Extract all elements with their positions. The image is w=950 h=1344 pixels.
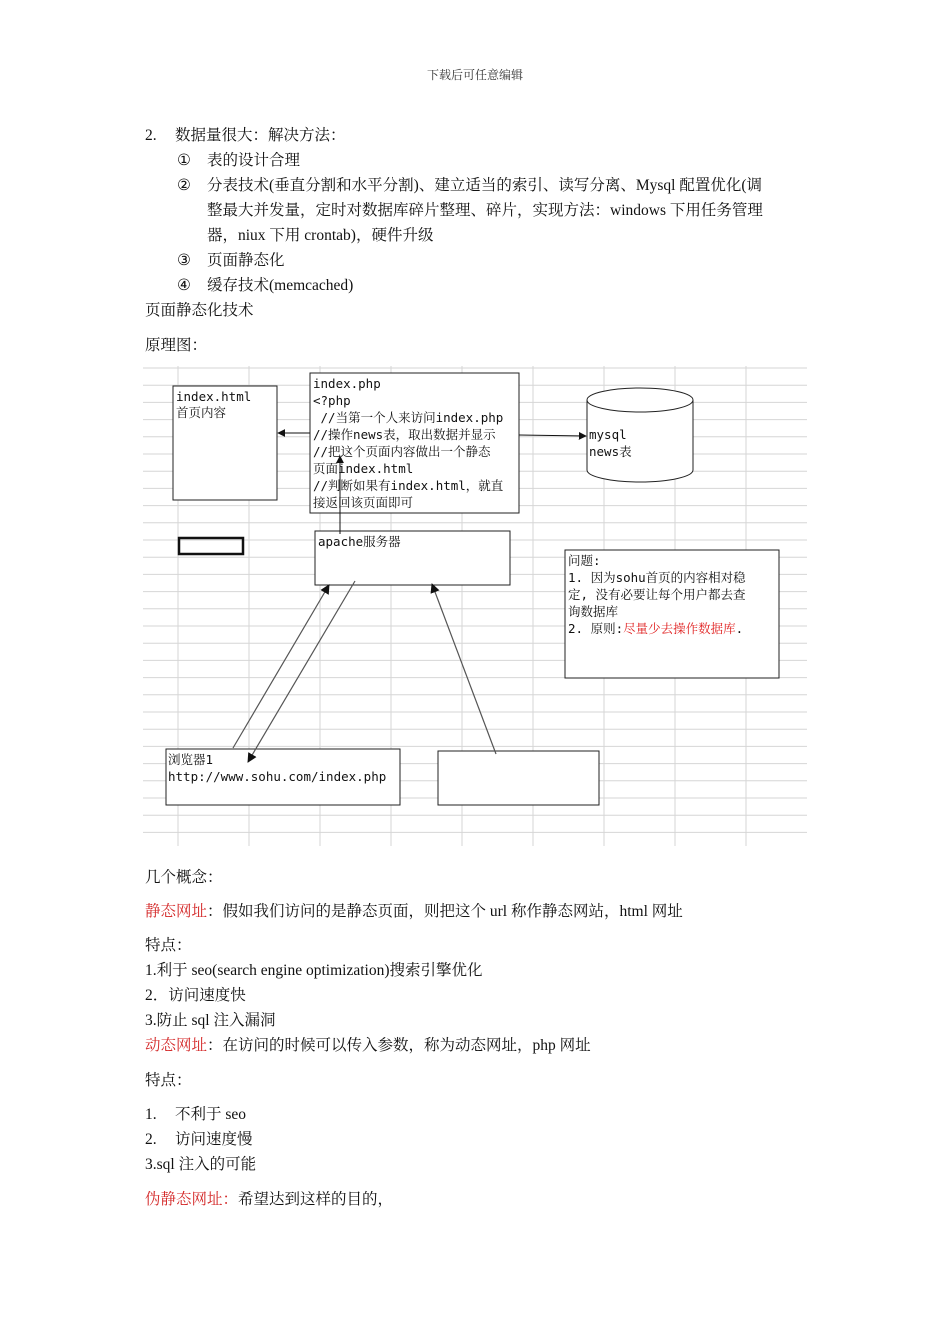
dynamic-feature-text: 不利于 seo xyxy=(175,1106,247,1123)
list-item-text: 表的设计合理 xyxy=(207,152,301,169)
principle-red: 尽量少去操作数据库 xyxy=(623,621,736,636)
list-marker: ④ xyxy=(177,277,191,294)
list-item-continuation: 整最大并发量，定时对数据库碎片整理、碎片，实现方法：windows 下用任务管理 xyxy=(207,202,763,219)
php-line: 接返回该页面即可 xyxy=(313,495,414,510)
dynamic-url-text: ：在访问的时候可以传入参数，称为动态网址，php 网址 xyxy=(207,1037,591,1054)
index-html-label: index.html xyxy=(176,389,252,404)
pseudo-static-url-term: 伪静态网址： xyxy=(145,1191,239,1208)
pseudo-static-url-definition xyxy=(145,1190,393,1210)
php-line: //操作news表，取出数据并显示 xyxy=(313,427,496,442)
apache-label: apache服务器 xyxy=(318,534,401,549)
list-item-text: 缓存技术(memcached) xyxy=(207,277,354,294)
dynamic-feature: 3.sql 注入的可能 xyxy=(145,1156,257,1173)
php-line: index.php xyxy=(313,376,381,391)
list-item-text: 分表技术(垂直分割和水平分割)、建立适当的索引、读写分离、Mysql 配置优化(调 xyxy=(207,177,762,194)
php-line: //判断如果有index.html，就直 xyxy=(313,478,504,493)
dynamic-feature-number: 1. xyxy=(145,1106,157,1123)
list-item xyxy=(177,151,300,171)
heading-diagram: 原理图： xyxy=(145,337,208,354)
php-line: 页面index.html xyxy=(313,461,414,476)
browser-label: 浏览器1 xyxy=(168,752,214,767)
problem-line: 询数据库 xyxy=(568,604,619,619)
dynamic-url-term: 动态网址 xyxy=(145,1037,208,1054)
dynamic-feature xyxy=(145,1105,246,1125)
dynamic-url-definition xyxy=(145,1036,591,1056)
problem-line: 定, 没有必要让每个用户都去查 xyxy=(568,587,746,602)
list-item xyxy=(177,276,353,296)
static-features-title: 特点： xyxy=(145,937,192,954)
index-html-content-label: 首页内容 xyxy=(176,405,227,420)
section-title xyxy=(145,126,346,146)
list-item-text: 页面静态化 xyxy=(207,252,285,269)
problem-line: 1. 因为sohu首页的内容相对稳 xyxy=(568,570,746,585)
section-title-text: 数据量很大：解决方法： xyxy=(175,127,346,144)
section-number: 2. xyxy=(145,127,157,144)
list-marker: ① xyxy=(177,152,191,169)
static-url-text: ：假如我们访问的是静态页面，则把这个 url 称作静态网站，html 网址 xyxy=(207,903,683,920)
browser-url: http://www.sohu.com/index.php xyxy=(168,769,387,784)
static-feature: 3.防止 sql 注入漏洞 xyxy=(145,1012,276,1029)
list-marker: ③ xyxy=(177,252,191,269)
list-item-continuation: 器，niux 下用 crontab)，硬件升级 xyxy=(207,227,434,244)
concepts-title: 几个概念： xyxy=(145,869,223,886)
heading-static-tech: 页面静态化技术 xyxy=(145,302,254,319)
mysql-label: mysql xyxy=(589,427,627,442)
list-marker: ② xyxy=(177,177,191,194)
principle-prefix: 2. 原则: xyxy=(568,621,624,636)
principle-line xyxy=(568,621,743,636)
static-feature: 2．访问速度快 xyxy=(145,987,246,1004)
dynamic-feature xyxy=(145,1130,253,1150)
dynamic-features-title: 特点： xyxy=(145,1072,192,1089)
pseudo-static-url-text: 希望达到这样的目的， xyxy=(238,1191,394,1208)
dynamic-feature-text: 访问速度慢 xyxy=(175,1131,253,1148)
principle-suffix: . xyxy=(735,621,744,636)
list-item xyxy=(177,251,285,271)
empty-client-box xyxy=(438,751,599,805)
php-line: //当第一个人来访问index.php xyxy=(313,410,504,425)
dynamic-feature-number: 2. xyxy=(145,1131,157,1148)
news-table-label: news表 xyxy=(589,444,632,459)
php-line: //把这个页面内容做出一个静态 xyxy=(313,444,491,459)
static-url-definition xyxy=(145,902,683,922)
list-item xyxy=(177,176,762,196)
problem-line: 问题: xyxy=(568,553,601,568)
page-header-note: 下载后可任意编辑 xyxy=(426,68,523,82)
architecture-diagram xyxy=(143,366,807,846)
static-feature: 1.利于 seo(search engine optimization)搜索引擎优化 xyxy=(145,962,483,979)
static-url-term: 静态网址 xyxy=(145,903,208,920)
php-line: <?php xyxy=(313,393,351,408)
